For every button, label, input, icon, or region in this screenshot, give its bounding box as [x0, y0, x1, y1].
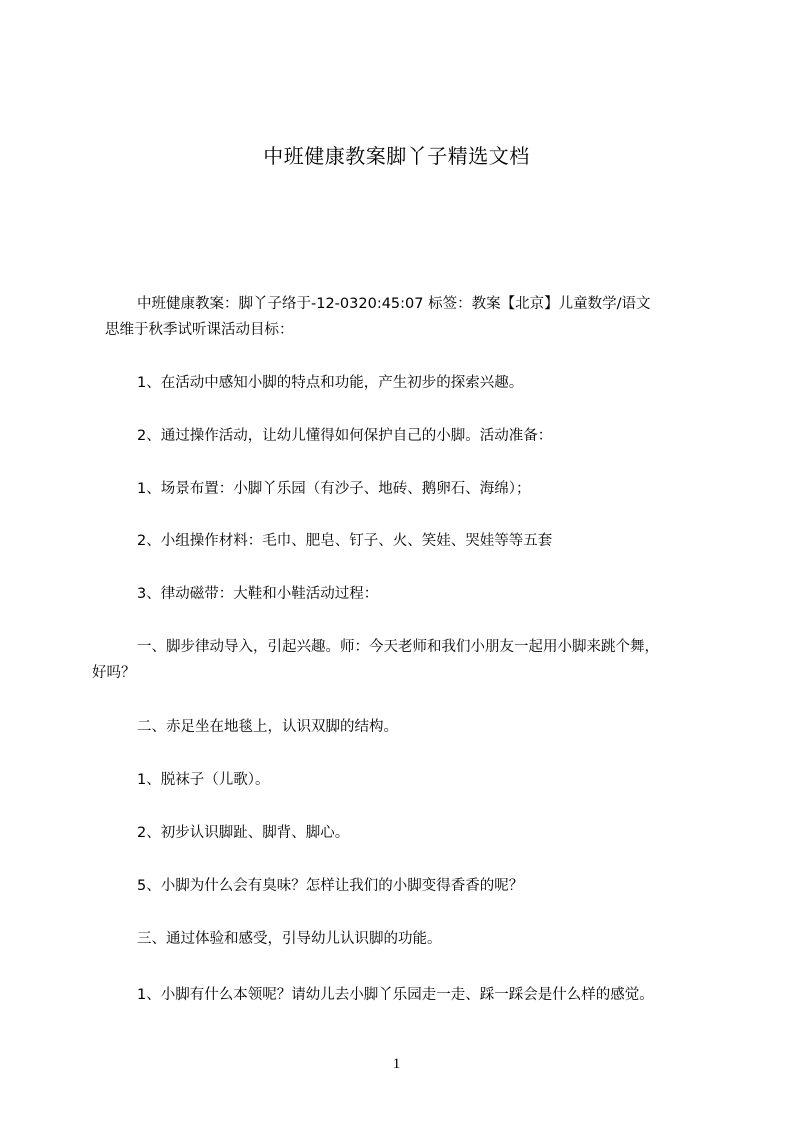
goal-1-paragraph: 1、在活动中感知小脚的特点和功能，产生初步的探索兴趣。 — [137, 375, 524, 391]
document-title: 中班健康教案脚丫子精选文档 — [263, 144, 530, 168]
step-1-paragraph — [92, 634, 705, 686]
page-number: 1 — [392, 1056, 401, 1072]
step-2-item-1: 1、脱袜子（儿歌）。 — [137, 772, 270, 788]
step-2-paragraph: 二、赤足坐在地毯上，认识双脚的结构。 — [137, 719, 398, 735]
prep-1-paragraph: 1、场景布置：小脚丫乐园（有沙子、地砖、鹅卵石、海绵）； — [137, 481, 531, 497]
prep-2-paragraph: 2、小组操作材料：毛巾、肥皂、钉子、火、笑娃、哭娃等等五套 — [137, 533, 553, 549]
step-2-item-5: 5、小脚为什么会有臭味？怎样让我们的小脚变得香香的呢？ — [137, 878, 524, 894]
step-3-item-1: 1、小脚有什么本领呢？请幼儿去小脚丫乐园走一走、踩一踩会是什么样的感觉。 — [137, 987, 654, 1003]
step-1-line-2: 好吗？ — [92, 665, 136, 681]
step-1-line-1: 一、脚步律动导入，引起兴趣。师：今天老师和我们小朋友一起用小脚来跳个舞， — [137, 639, 659, 655]
prep-3-paragraph: 3、律动磁带：大鞋和小鞋活动过程： — [137, 586, 379, 602]
intro-paragraph — [105, 291, 705, 343]
intro-line-2: 思维于秋季试听课活动目标： — [105, 322, 294, 338]
step-2-item-2: 2、初步认识脚趾、脚背、脚心。 — [137, 825, 350, 841]
step-3-paragraph: 三、通过体验和感受，引导幼儿认识脚的功能。 — [137, 931, 442, 947]
goal-2-paragraph: 2、通过操作活动，让幼儿懂得如何保护自己的小脚。活动准备： — [137, 428, 553, 444]
intro-line-1: 中班健康教案：脚丫子络于-12-0320:45:07 标签：教案【北京】儿童数学/语文 — [137, 296, 651, 312]
